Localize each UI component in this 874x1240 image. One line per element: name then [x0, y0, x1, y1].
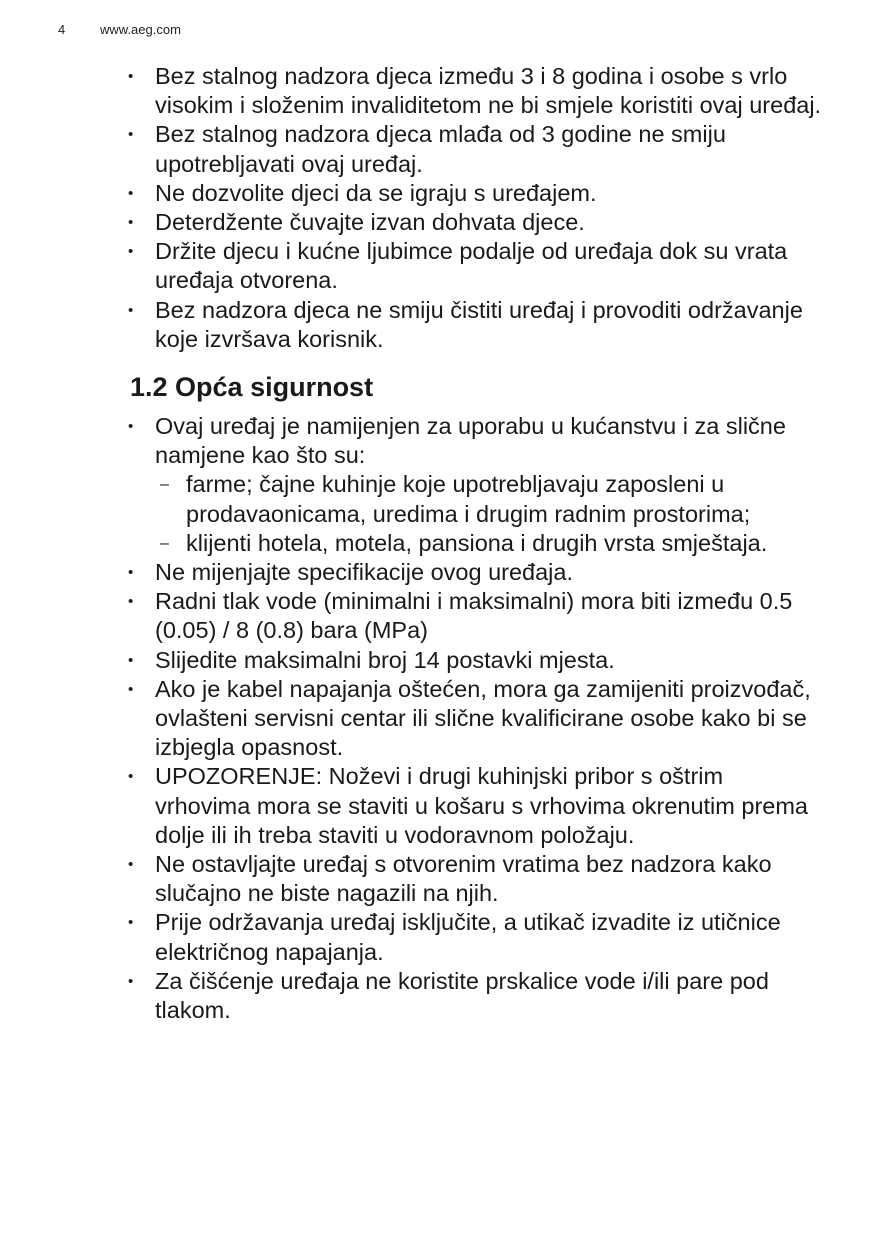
- general-safety-list: [124, 412, 824, 1025]
- list-item: • Bez nadzora djeca ne smiju čistiti uređaj i provoditi održavanje koje izvršava korisnik.: [124, 296, 824, 354]
- list-item: • Bez stalnog nadzora djeca između 3 i 8 godina i osobe s vrlo visokim i složenim invaliditetom ne bi smjele koristiti ovaj uređaj.: [124, 62, 824, 120]
- list-item: • Za čišćenje uređaja ne koristite prskalice vode i/ili pare pod tlakom.: [124, 967, 824, 1025]
- section-heading: 1.2 Opća sigurnost: [130, 372, 374, 403]
- list-item: • Ne mijenjajte specifikacije ovog uređaja.: [124, 558, 824, 587]
- list-item: • Ne dozvolite djeci da se igraju s uređajem.: [124, 179, 824, 208]
- usage-sublist: [155, 470, 824, 558]
- page-header: [58, 22, 181, 38]
- list-item: • UPOZORENJE: Noževi i drugi kuhinjski pribor s oštrim vrhovima mora se staviti u košaru s vrhovima okrenutim prema dolje ili ih treba staviti u vodoravnom položaju.: [124, 762, 824, 850]
- list-item: • Slijedite maksimalni broj 14 postavki mjesta.: [124, 646, 824, 675]
- list-item: • Bez stalnog nadzora djeca mlađa od 3 godine ne smiju upotrebljavati ovaj uređaj.: [124, 120, 824, 178]
- sublist-item: – klijenti hotela, motela, pansiona i drugih vrsta smještaja.: [155, 529, 824, 558]
- list-item: • Prije održavanja uređaj isključite, a utikač izvadite iz utičnice električnog napajanja.: [124, 908, 824, 966]
- sublist-item: – farme; čajne kuhinje koje upotrebljavaju zaposleni u prodavaonicama, uredima i drugim radnim prostorima;: [155, 470, 824, 528]
- list-item: [124, 412, 824, 558]
- list-item: • Deterdžente čuvajte izvan dohvata djece.: [124, 208, 824, 237]
- document-content: [124, 62, 824, 1025]
- children-safety-list: [124, 62, 824, 354]
- page-number: 4: [58, 22, 66, 37]
- list-item-text: Ovaj uređaj je namijenjen za uporabu u kućanstvu i za slične namjene kao što su:: [155, 413, 786, 469]
- list-item: • Ako je kabel napajanja oštećen, mora ga zamijeniti proizvođač, ovlašteni servisni centar ili slične kvalificirane osobe kako bi se izbjegla opasnost.: [124, 675, 824, 763]
- website-url: www.aeg.com: [100, 22, 181, 37]
- list-item: • Držite djecu i kućne ljubimce podalje od uređaja dok su vrata uređaja otvorena.: [124, 237, 824, 295]
- list-item: • Radni tlak vode (minimalni i maksimalni) mora biti između 0.5 (0.05) / 8 (0.8) bara (MPa): [124, 587, 824, 645]
- list-item: • Ne ostavljajte uređaj s otvorenim vratima bez nadzora kako slučajno ne biste nagazili na njih.: [124, 850, 824, 908]
